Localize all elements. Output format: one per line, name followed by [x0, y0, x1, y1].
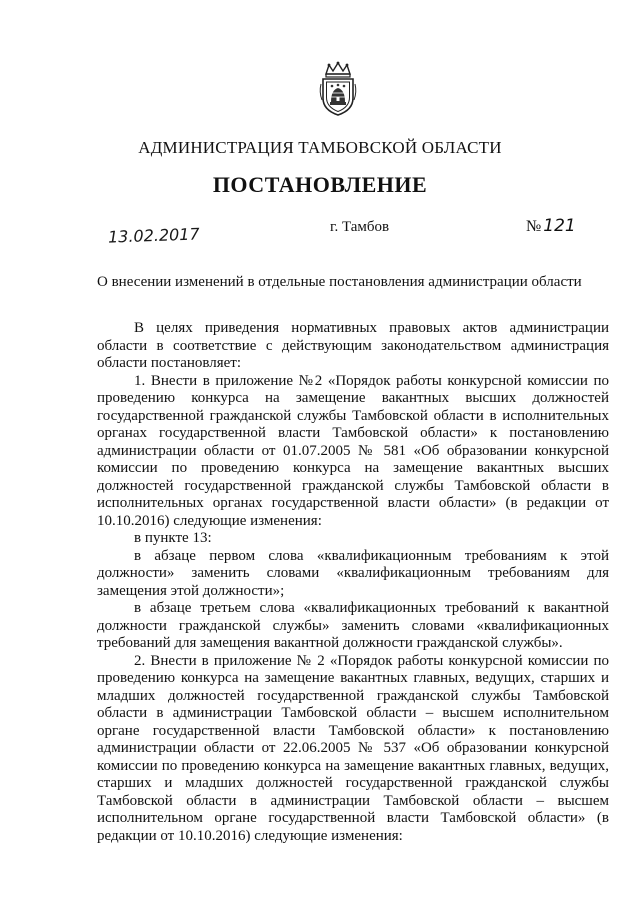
document-body — [97, 320, 609, 845]
number-prefix: № — [526, 218, 542, 235]
body-paragraph: в пункте 13: — [134, 530, 212, 546]
body-paragraph: в абзаце первом слова «квалификационным требованиям к этой должности» заменить словами «квалификационным требованиям для замещения этой должности»; — [97, 547, 609, 599]
document-city: г. Тамбов — [330, 219, 390, 235]
document-date: 13.02.2017 — [107, 224, 200, 247]
document-type-title: ПОСТАНОВЛЕНИЕ — [212, 172, 428, 197]
body-paragraph: 2. Внести в приложение № 2 «Порядок работы конкурсной комиссии по проведению конкурса на замещение вакантных главных, ведущих, старших и младших должностей государственной гражданской службы Тамбовской области в администрации Тамбовской области – высшем исполнительном органе государственной власти Тамбовской области» к постановлению администрации области от 22.06.2005 № 537 «Об образовании конкурсной комиссии по проведению конкурса на замещение вакантных главных, ведущих, старших и младших должностей государственной гражданской службы Тамбовской области в администрации Тамбовской области – высшем исполнительном органе государственной власти Тамбовской области» (в редакции от 10.10.2016) следующие изменения: — [97, 652, 609, 844]
organization-name: АДМИНИСТРАЦИЯ ТАМБОВСКОЙ ОБЛАСТИ — [138, 138, 502, 157]
document-number — [526, 216, 576, 236]
number-value: 121 — [543, 216, 576, 236]
body-paragraph: 1. Внести в приложение №2 «Порядок работы конкурсной комиссии по проведению конкурса на замещение вакантных высших должностей государственной гражданской службы Тамбовской области в исполнительных органах государственной власти Тамбовской области» к постановлению администрации области от 01.07.2005 № 581 «Об образовании конкурсной комиссии по проведению конкурса на замещение вакантных высших должностей государственной гражданской службы Тамбовской области в исполнительных органах государственной власти области» (в редакции от 10.10.2016) следующие изменения: — [97, 372, 609, 529]
body-paragraph: В целях приведения нормативных правовых актов администрации области в соответствие с действующим законодательством администрация области постановляет: — [97, 320, 609, 371]
coat-of-arms-icon — [318, 60, 358, 116]
document-subject: О внесении изменений в отдельные постановления администрации области — [97, 274, 582, 290]
body-paragraph: в абзаце третьем слова «квалификационных требований к вакантной должности гражданской службы» заменить словами «квалификационных требований для замещения вакантной должности гражданской службы». — [97, 600, 609, 651]
